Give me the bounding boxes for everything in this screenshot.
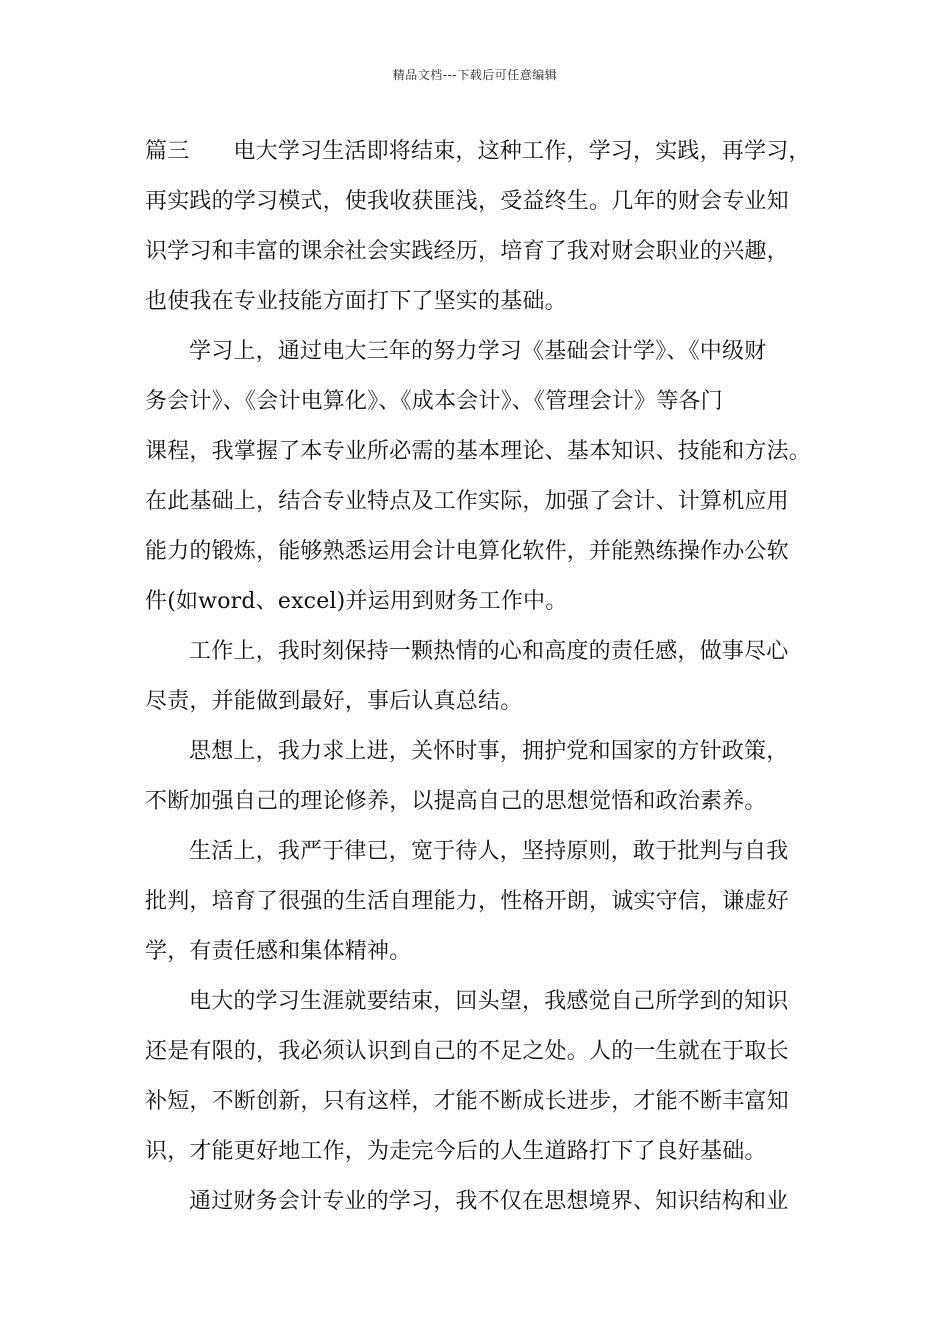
section-heading: 篇三 [145,139,190,164]
document-line: 在此基础上，结合专业特点及工作实际，加强了会计、计算机应用 [145,489,789,514]
document-line: 不断加强自己的理论修养，以提高自己的思想觉悟和政治素养。 [145,789,767,814]
paragraph-first-line: 生活上，我严于律已，宽于待人，坚持原则，敢于批判与自我 [189,839,789,864]
document-line: 件(如word、excel)并运用到财务工作中。 [145,589,568,614]
document-line: 还是有限的，我必须认识到自己的不足之处。人的一生就在于取长 [145,1039,789,1064]
document-line: 尽责，并能做到最好，事后认真总结。 [145,689,523,714]
paragraph-first-line: 通过财务会计专业的学习，我不仅在思想境界、知识结构和业 [189,1189,789,1214]
paragraph-first-line: 学习上，通过电大三年的努力学习《基础会计学》、《中级财 [189,339,767,364]
document-line: 务会计》、《会计电算化》、《成本会计》、《管理会计》等各门 [145,389,723,414]
document-line [145,127,825,177]
document-line: 识学习和丰富的课余社会实践经历，培育了我对财会职业的兴趣， [145,239,789,264]
paragraph-first-line: 电大的学习生涯就要结束，回头望，我感觉自己所学到的知识 [189,989,789,1014]
document-line: 能力的锻炼，能够熟悉运用会计电算化软件，并能熟练操作办公软 [145,539,789,564]
document-line: 再实践的学习模式，使我收获匪浅，受益终生。几年的财会专业知 [145,189,789,214]
paragraph-first-line: 工作上，我时刻保持一颗热情的心和高度的责任感，做事尽心 [189,639,789,664]
document-line: 批判，培育了很强的生活自理能力，性格开朗，诚实守信，谦虚好 [145,889,789,914]
document-line: 也使我在专业技能方面打下了坚实的基础。 [145,289,567,314]
document-line: 识，才能更好地工作，为走完今后的人生道路打下了良好基础。 [145,1139,767,1164]
line-text: 电大学习生活即将结束，这种工作，学习，实践，再学习， [233,139,811,164]
document-body [145,127,825,1227]
page-header: 精品文档---下载后可任意编辑 [392,68,558,82]
document-line: 补短，不断创新，只有这样，才能不断成长进步，才能不断丰富知 [145,1089,789,1114]
paragraph-first-line: 思想上，我力求上进，关怀时事，拥护党和国家的方针政策， [189,739,789,764]
document-line: 课程，我掌握了本专业所必需的基本理论、基本知识、技能和方法。 [145,439,812,464]
document-line: 学，有责任感和集体精神。 [145,939,412,964]
